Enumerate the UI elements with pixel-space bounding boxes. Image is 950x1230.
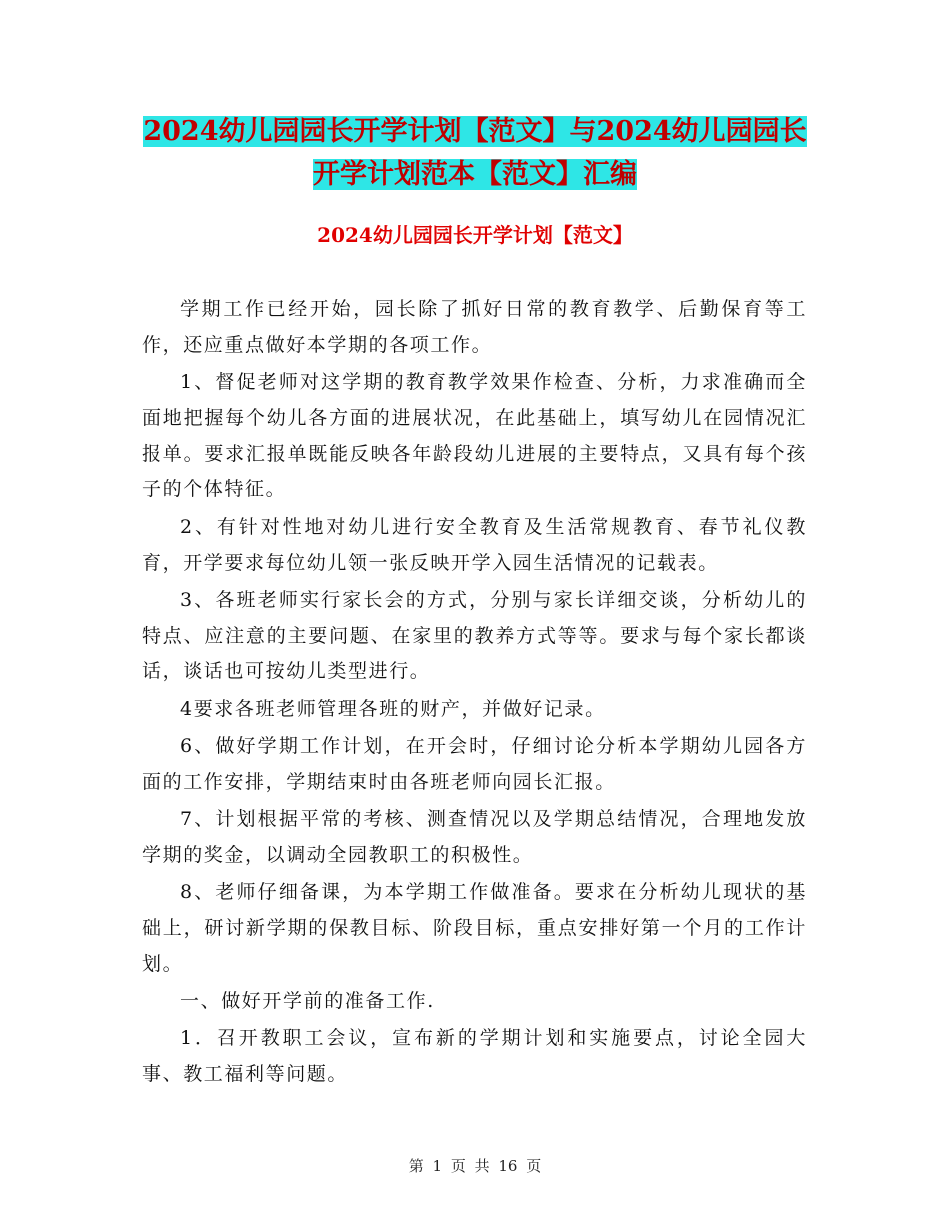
paragraph: 1、督促老师对这学期的教育教学效果作检查、分析，力求准确而全面地把握每个幼儿各方面的进展状况，在此基础上，填写幼儿在园情况汇报单。要求汇报单既能反映各年龄段幼儿进展的主要特点，又具有每个孩子的个体特征。: [142, 371, 807, 501]
paragraph: 7、计划根据平常的考核、测查情况以及学期总结情况，合理地发放学期的奖金，以调动全园教职工的积极性。: [142, 808, 807, 866]
section-title: 2024幼儿园园长开学计划【范文】: [317, 223, 633, 247]
title-line-2: 开学计划范本【范文】汇编: [313, 159, 637, 190]
paragraph: 3、各班老师实行家长会的方式，分别与家长详细交谈，分析幼儿的特点、应注意的主要问题、在家里的教养方式等等。要求与每个家长都谈话，谈话也可按幼儿类型进行。: [142, 588, 807, 683]
paragraph: 4要求各班老师管理各班的财产，并做好记录。: [180, 697, 606, 720]
document-title: [140, 110, 810, 196]
paragraph: 1．召开教职工会议，宣布新的学期计划和实施要点，讨论全园大事、教工福利等问题。: [142, 1027, 807, 1086]
paragraph: 学期工作已经开始，园长除了抓好日常的教育教学、后勤保育等工作，还应重点做好本学期的各项工作。: [142, 298, 807, 356]
paragraph: 6、做好学期工作计划，在开会时，仔细讨论分析本学期幼儿园各方面的工作安排，学期结束时由各班老师向园长汇报。: [142, 735, 807, 793]
title-line-1: 2024幼儿园园长开学计划【范文】与2024幼儿园园长: [143, 116, 807, 147]
document-body: [142, 292, 807, 1095]
paragraph: 一、做好开学前的准备工作.: [180, 990, 435, 1013]
page-footer: 第 1 页 共 16 页: [408, 1157, 542, 1175]
paragraph: 2、有针对性地对幼儿进行安全教育及生活常规教育、春节礼仪教育，开学要求每位幼儿领一张反映开学入园生活情况的记载表。: [142, 515, 807, 574]
paragraph: 8、老师仔细备课，为本学期工作做准备。要求在分析幼儿现状的基础上，研讨新学期的保教目标、阶段目标，重点安排好第一个月的工作计划。: [142, 881, 807, 975]
